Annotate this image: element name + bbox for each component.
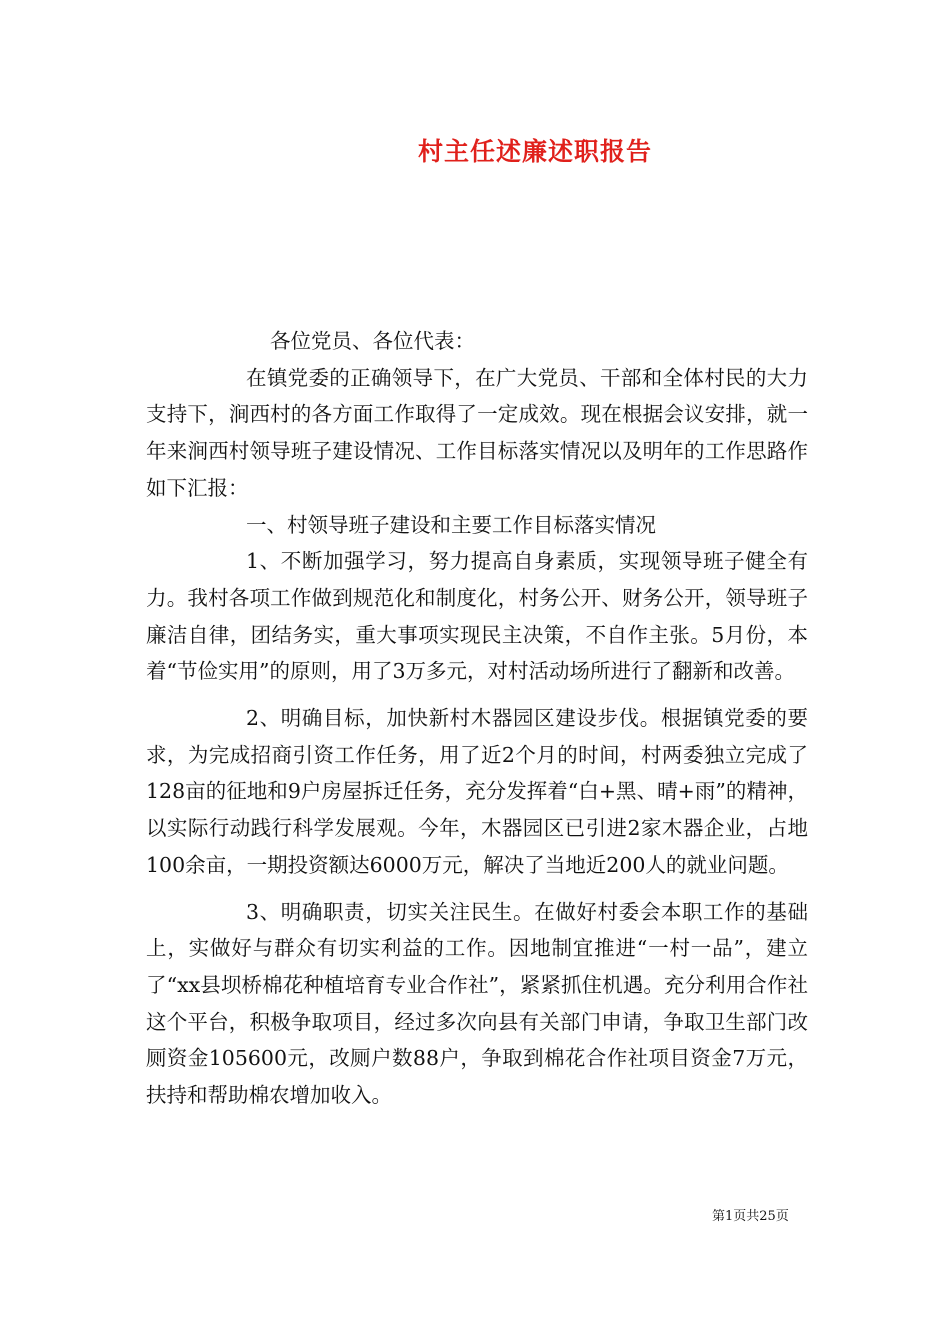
section-heading: 一、村领导班子建设和主要工作目标落实情况 — [246, 512, 656, 537]
page-number: 第1页共25页 — [712, 1209, 789, 1224]
intro-paragraph: 在镇党委的正确领导下，在广大党员、干部和全体村民的大力支持下，涧西村的各方面工作取得了一定成效。现在根据会议安排，就一年来涧西村领导班子建设情况、工作目标落实情况以及明年的工作思路作如下汇报： — [146, 365, 808, 500]
document-body — [146, 323, 808, 1114]
paragraph-item-2: 2、明确目标，加快新村木器园区建设步伐。根据镇党委的要求，为完成招商引资工作任务，用了近2个月的时间，村两委独立完成了128亩的征地和9户房屋拆迁任务，充分发挥着“白+黑、晴+雨”的精神，以实际行动践行科学发展观。今年，木器园区已引进2家木器企业，占地100余亩，一期投资额达6000万元，解决了当地近200人的就业问题。 — [146, 706, 808, 877]
paragraph-item-1: 1、不断加强学习，努力提高自身素质，实现领导班子健全有力。我村各项工作做到规范化和制度化，村务公开、财务公开，领导班子廉洁自律，团结务实，重大事项实现民主决策，不自作主张。5月份，本着“节俭实用”的原则，用了3万多元，对村活动场所进行了翻新和改善。 — [146, 549, 808, 684]
salutation: 各位党员、各位代表： — [270, 329, 475, 353]
document-title: 村主任述廉述职报告 — [417, 137, 652, 166]
paragraph-item-3: 3、明确职责，切实关注民生。在做好村委会本职工作的基础上，实做好与群众有切实利益的工作。因地制宜推进“一村一品”，建立了“xx县坝桥棉花种植培育专业合作社”，紧紧抓住机遇。充分利用合作社这个平台，积极争取项目，经过多次向县有关部门申请，争取卫生部门改厕资金105600元，改厕户数88户，争取到棉花合作社项目资金7万元，扶持和帮助棉农增加收入。 — [146, 899, 808, 1108]
